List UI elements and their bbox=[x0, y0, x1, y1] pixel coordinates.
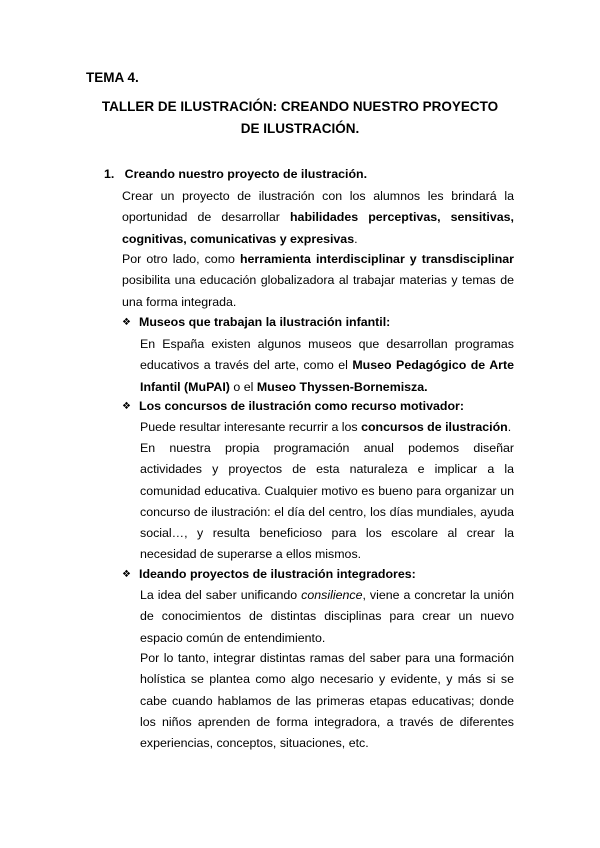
text-run: Puede resultar interesante recurrir a los bbox=[140, 420, 362, 434]
diamond-bullet-icon: ❖ bbox=[122, 317, 131, 328]
italic-text-run: consilience bbox=[301, 588, 363, 602]
bullet-heading-text: Ideando proyectos de ilustración integradores: bbox=[139, 567, 416, 581]
bold-text-run: herramienta interdisciplinar y transdisciplinar bbox=[239, 252, 514, 266]
bullet-heading-text: Museos que trabajan la ilustración infantil: bbox=[139, 315, 391, 329]
bullet-paragraph-integrators-2: Por lo tanto, integrar distintas ramas del saber para una formación holística se plantea como algo necesario y evidente, y más si se cabe cuando hablamos de las primeras etapas educativas; donde los niños aprenden de forma integradora, a través de diferentes experiencias, conceptos, situaciones, etc. bbox=[140, 651, 514, 751]
bullet-paragraph-integrators-1 bbox=[140, 585, 514, 649]
bullet-heading-text: Los concursos de ilustración como recurso motivador: bbox=[139, 399, 464, 413]
text-run: , viene a concretar la unión de conocimientos de distintas disciplinas para crear un nuevo espacio común de entendimiento. bbox=[140, 588, 514, 645]
bullet-paragraph-contests-1 bbox=[140, 417, 514, 438]
diamond-bullet-icon: ❖ bbox=[122, 569, 131, 580]
page-title bbox=[80, 96, 520, 140]
topic-number: TEMA 4. bbox=[86, 70, 139, 85]
bullet-paragraph-contests-2: En nuestra propia programación anual podemos diseñar actividades y proyectos de esta naturaleza e implicar a la comunidad educativa. Cualquier motivo es bueno para organizar un concurso de ilustración: el día del centro, los días mundiales, ayuda social…, y resulta beneficioso para los escolare al crear la necesidad de superarse a ellos mismos. bbox=[140, 441, 514, 562]
text-run: . bbox=[507, 420, 512, 434]
bold-text-run: habilidades perceptivas, sensitivas, cognitivas, comunicativas y expresivas bbox=[122, 210, 514, 246]
title-line-1: TALLER DE ILUSTRACIÓN: CREANDO NUESTRO PROYECTO bbox=[101, 99, 499, 114]
text-run: En España existen algunos museos que desarrollan programas educativos a través del arte, como el bbox=[140, 337, 514, 373]
text-run: . bbox=[354, 231, 358, 246]
section-heading-text: Creando nuestro proyecto de ilustración. bbox=[124, 167, 368, 181]
text-run: La idea del saber unificando bbox=[140, 588, 302, 602]
text-run: Crear un proyecto de ilustración con los alumnos les brindará la oportunidad de desarrollar bbox=[122, 189, 514, 225]
text-run: o el bbox=[229, 379, 257, 394]
bullet-heading-contests bbox=[122, 396, 464, 417]
bold-text-run: concursos de ilustración bbox=[361, 420, 508, 434]
bold-text-run: Museo Thyssen-Bornemisza. bbox=[256, 379, 428, 394]
section-paragraph-1 bbox=[122, 186, 514, 250]
section-paragraph-2 bbox=[122, 249, 514, 313]
bullet-heading-museums bbox=[122, 312, 390, 333]
bold-text-run: Museo Pedagógico de Arte Infantil (MuPAI) bbox=[140, 358, 514, 394]
bullet-paragraph-museums bbox=[140, 334, 514, 398]
text-run: posibilita una educación globalizadora al trabajar materias y temas de una forma integrada. bbox=[122, 273, 514, 309]
text-run: Por otro lado, como bbox=[122, 252, 240, 266]
title-line-2: DE ILUSTRACIÓN. bbox=[240, 121, 360, 136]
section-heading bbox=[104, 164, 524, 185]
section-number: 1. bbox=[104, 167, 115, 181]
bullet-heading-integrators bbox=[122, 564, 416, 585]
diamond-bullet-icon: ❖ bbox=[122, 401, 131, 412]
